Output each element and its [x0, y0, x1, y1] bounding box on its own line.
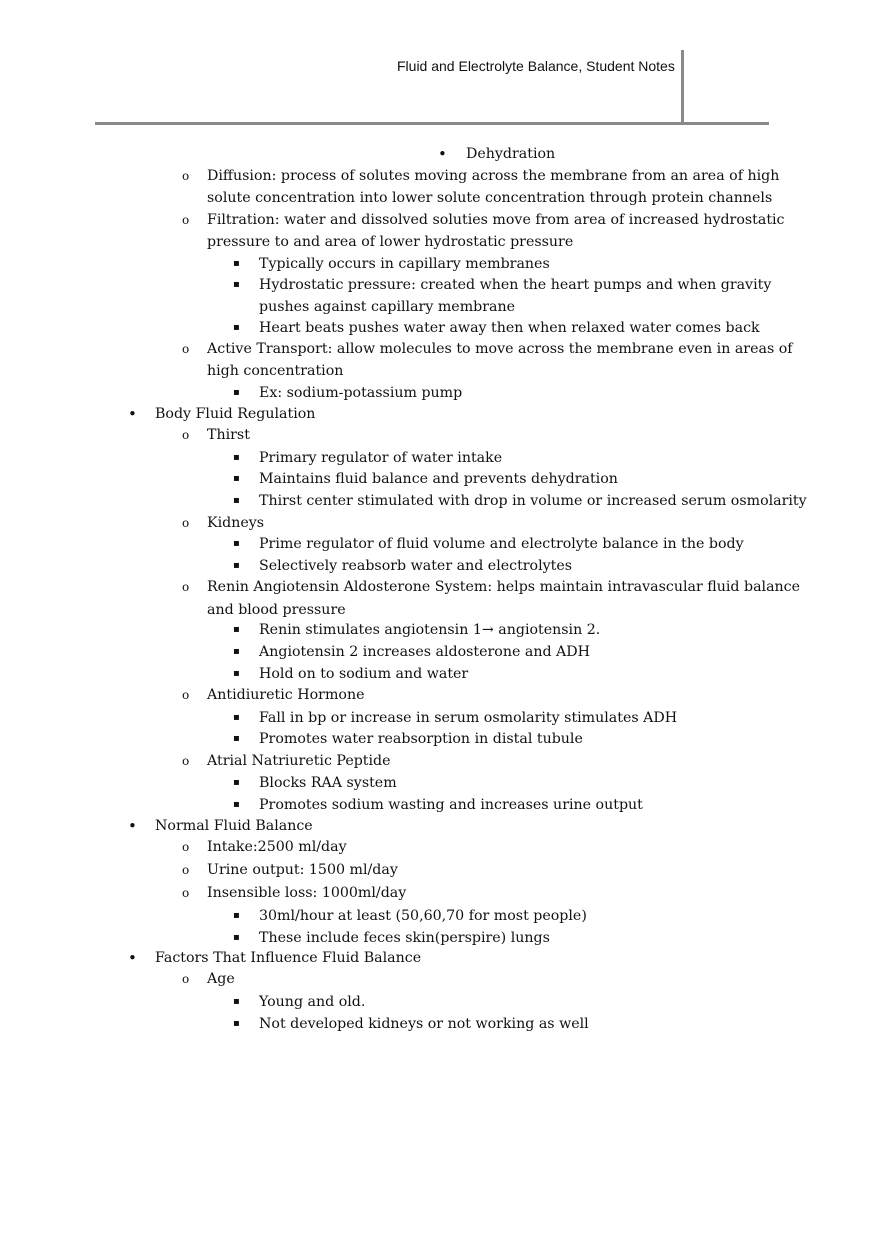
list-item: Antidiuretic Hormone — [207, 687, 365, 703]
square-marker: ▪ — [233, 473, 240, 484]
square-marker: ▪ — [233, 538, 240, 549]
square-marker: ▪ — [233, 646, 240, 657]
header-vertical-rule — [681, 50, 684, 123]
circle-marker: o — [182, 863, 190, 877]
list-item: Blocks RAA system — [259, 775, 397, 791]
square-marker: ▪ — [233, 1018, 240, 1029]
list-item: Selectively reabsorb water and electrolytes — [259, 558, 573, 574]
list-item-continuation: pushes against capillary membrane — [259, 299, 516, 315]
list-item: Age — [207, 971, 235, 987]
circle-marker: o — [182, 169, 190, 183]
list-item: Hold on to sodium and water — [259, 666, 469, 682]
bullet-marker: • — [438, 145, 447, 163]
square-marker: ▪ — [233, 322, 240, 333]
list-item: Young and old. — [259, 994, 366, 1010]
circle-marker: o — [182, 840, 190, 854]
bullet-marker: • — [128, 405, 137, 423]
list-item: Insensible loss: 1000ml/day — [207, 885, 407, 901]
list-item: These include feces skin(perspire) lungs — [259, 930, 550, 946]
list-item-continuation: and blood pressure — [207, 602, 346, 618]
list-item: Active Transport: allow molecules to move across the membrane even in areas of — [207, 341, 793, 357]
circle-marker: o — [182, 516, 190, 530]
list-item: Urine output: 1500 ml/day — [207, 862, 398, 878]
square-marker: ▪ — [233, 387, 240, 398]
square-marker: ▪ — [233, 996, 240, 1007]
list-item: Primary regulator of water intake — [259, 450, 503, 466]
list-item: Promotes sodium wasting and increases urine output — [259, 797, 643, 813]
square-marker: ▪ — [233, 932, 240, 943]
list-item: Dehydration — [466, 146, 556, 162]
bullet-marker: • — [128, 949, 137, 967]
list-item: Not developed kidneys or not working as well — [259, 1016, 589, 1032]
list-item: Atrial Natriuretic Peptide — [207, 753, 391, 769]
square-marker: ▪ — [233, 668, 240, 679]
list-item-continuation: solute concentration into lower solute concentration through protein channels — [207, 190, 773, 206]
list-item: Intake:2500 ml/day — [207, 839, 347, 855]
square-marker: ▪ — [233, 452, 240, 463]
section-heading: Normal Fluid Balance — [155, 818, 313, 834]
list-item: Renin stimulates angiotensin 1→ angiotensin 2. — [259, 622, 601, 638]
square-marker: ▪ — [233, 624, 240, 635]
section-heading: Body Fluid Regulation — [155, 406, 316, 422]
list-item-continuation: pressure to and area of lower hydrostatic pressure — [207, 234, 574, 250]
square-marker: ▪ — [233, 560, 240, 571]
circle-marker: o — [182, 972, 190, 986]
list-item: Filtration: water and dissolved soluties move from area of increased hydrostatic — [207, 212, 785, 228]
list-item: Typically occurs in capillary membranes — [259, 256, 550, 272]
list-item: Heart beats pushes water away then when relaxed water comes back — [259, 320, 760, 336]
list-item: Promotes water reabsorption in distal tubule — [259, 731, 583, 747]
circle-marker: o — [182, 688, 190, 702]
square-marker: ▪ — [233, 258, 240, 269]
list-item: Thirst — [207, 427, 250, 443]
circle-marker: o — [182, 754, 190, 768]
circle-marker: o — [182, 428, 190, 442]
circle-marker: o — [182, 213, 190, 227]
circle-marker: o — [182, 580, 190, 594]
circle-marker: o — [182, 342, 190, 356]
list-item: Maintains fluid balance and prevents dehydration — [259, 471, 618, 487]
header-horizontal-rule — [95, 122, 769, 125]
circle-marker: o — [182, 886, 190, 900]
list-item: 30ml/hour at least (50,60,70 for most people) — [259, 908, 587, 924]
square-marker: ▪ — [233, 279, 240, 290]
square-marker: ▪ — [233, 495, 240, 506]
list-item: Thirst center stimulated with drop in volume or increased serum osmolarity — [259, 493, 807, 509]
header-title: Fluid and Electrolyte Balance, Student Notes — [397, 58, 675, 74]
list-item: Diffusion: process of solutes moving across the membrane from an area of high — [207, 168, 780, 184]
list-item: Fall in bp or increase in serum osmolarity stimulates ADH — [259, 710, 678, 726]
list-item: Hydrostatic pressure: created when the heart pumps and when gravity — [259, 277, 772, 293]
list-item: Renin Angiotensin Aldosterone System: helps maintain intravascular fluid balance — [207, 579, 801, 595]
square-marker: ▪ — [233, 712, 240, 723]
square-marker: ▪ — [233, 910, 240, 921]
section-heading: Factors That Influence Fluid Balance — [155, 950, 422, 966]
list-item: Angiotensin 2 increases aldosterone and ADH — [259, 644, 591, 660]
list-item: Prime regulator of fluid volume and electrolyte balance in the body — [259, 536, 744, 552]
square-marker: ▪ — [233, 799, 240, 810]
square-marker: ▪ — [233, 733, 240, 744]
square-marker: ▪ — [233, 777, 240, 788]
list-item: Ex: sodium-potassium pump — [259, 385, 463, 401]
list-item: Kidneys — [207, 515, 265, 531]
list-item-continuation: high concentration — [207, 363, 344, 379]
bullet-marker: • — [128, 817, 137, 835]
